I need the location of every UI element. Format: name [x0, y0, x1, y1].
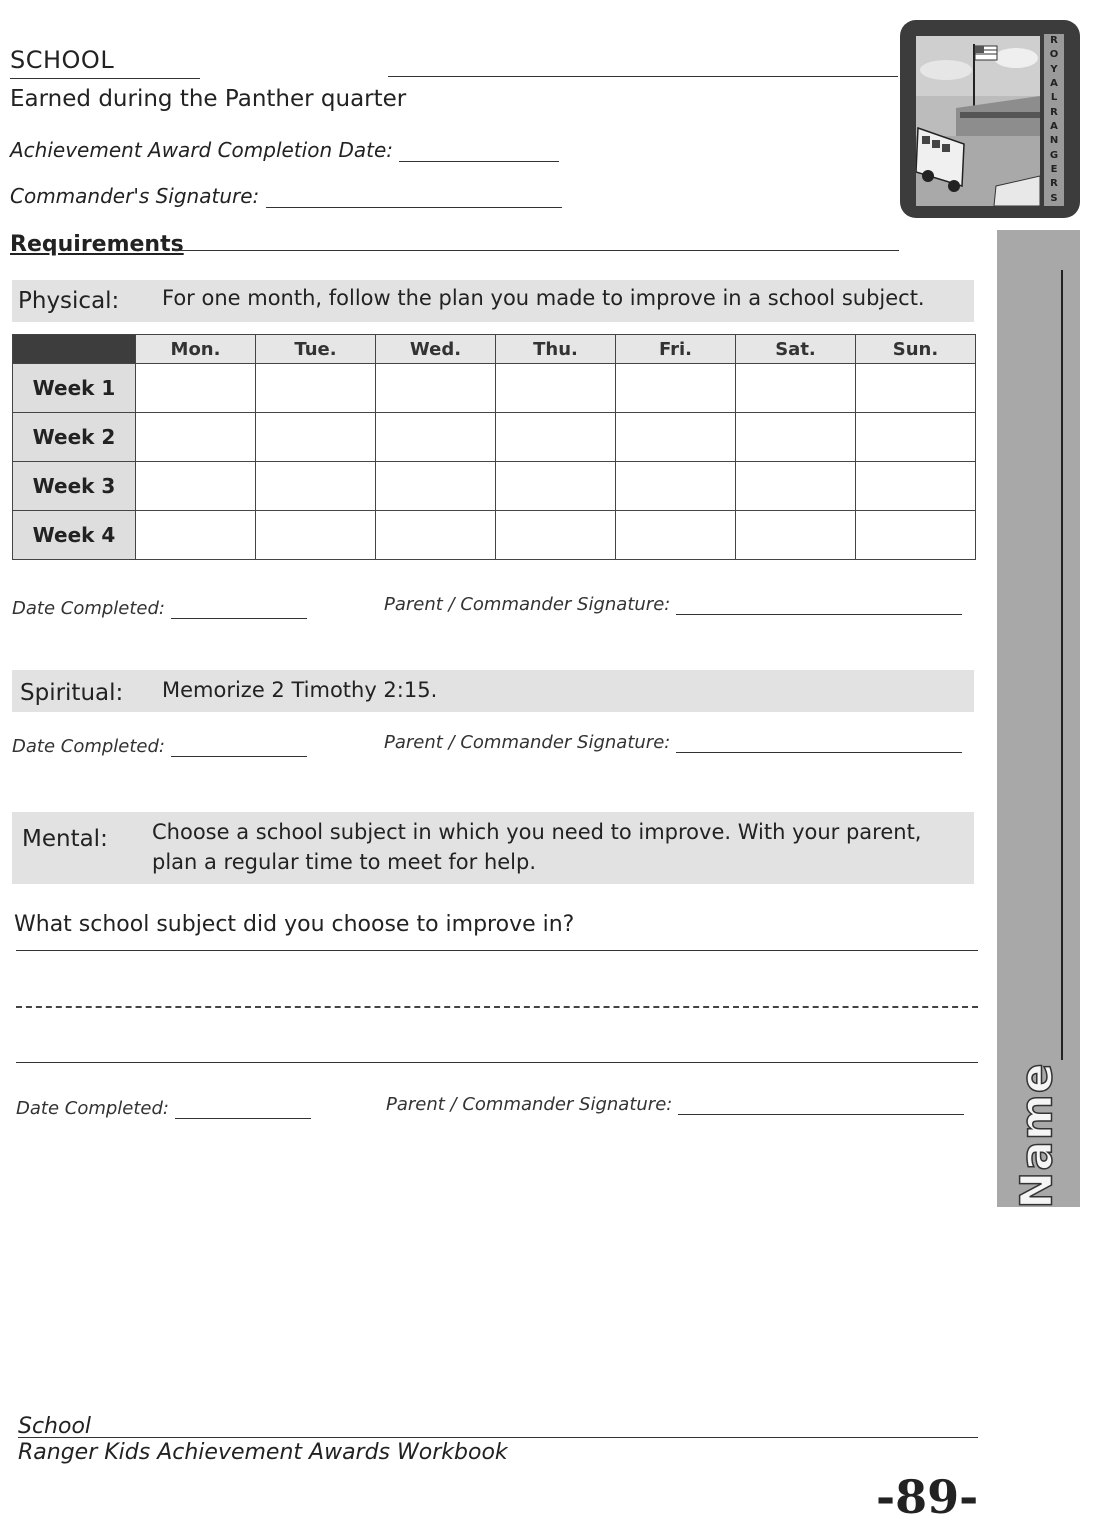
royal-rangers-badge	[900, 20, 1080, 218]
mental-label: Mental:	[22, 826, 108, 852]
day-header: Sun.	[856, 335, 976, 364]
mental-signature-field[interactable]	[678, 1098, 964, 1115]
requirements-heading: Requirements	[10, 232, 184, 257]
spiritual-signature-row	[384, 732, 962, 753]
week-label: Week 2	[13, 413, 136, 462]
schedule-cell[interactable]	[616, 462, 736, 511]
schedule-cell[interactable]	[376, 364, 496, 413]
commander-signature-row	[10, 184, 562, 208]
commander-signature-label: Commander's Signature:	[10, 184, 260, 208]
physical-date-field[interactable]	[171, 602, 307, 619]
day-header: Mon.	[136, 335, 256, 364]
mental-signature-row	[386, 1094, 964, 1115]
table-row	[13, 462, 976, 511]
date-completed-label: Date Completed:	[12, 736, 165, 757]
day-header: Wed.	[376, 335, 496, 364]
schedule-cell[interactable]	[376, 511, 496, 560]
table-row	[13, 511, 976, 560]
page-title: SCHOOL	[10, 46, 115, 74]
physical-signature-row	[384, 594, 962, 615]
schedule-cell[interactable]	[136, 511, 256, 560]
answer-line-2[interactable]	[16, 1062, 978, 1063]
table-row	[13, 364, 976, 413]
requirements-rule	[172, 250, 899, 251]
schedule-cell[interactable]	[496, 511, 616, 560]
school-scene-image	[916, 36, 1040, 206]
commander-signature-field[interactable]	[266, 189, 562, 208]
mental-date-row	[16, 1098, 311, 1119]
title-underline	[10, 78, 200, 79]
subject-question: What school subject did you choose to improve in?	[14, 912, 575, 937]
schedule-cell[interactable]	[256, 364, 376, 413]
date-completed-label: Date Completed:	[12, 598, 165, 619]
schedule-cell[interactable]	[496, 364, 616, 413]
parent-signature-label: Parent / Commander Signature:	[386, 1094, 673, 1115]
spiritual-date-row	[12, 736, 307, 757]
spiritual-label: Spiritual:	[20, 680, 124, 706]
week-label: Week 3	[13, 462, 136, 511]
footer-book-title: Ranger Kids Achievement Awards Workbook	[18, 1440, 508, 1465]
physical-text: For one month, follow the plan you made to improve in a school subject.	[162, 286, 925, 310]
schedule-cell[interactable]	[736, 511, 856, 560]
parent-signature-label: Parent / Commander Signature:	[384, 732, 671, 753]
table-header-row	[13, 335, 976, 364]
physical-label: Physical:	[18, 288, 120, 314]
royal-rangers-lettering: R O Y A L R A N G E R S	[1044, 34, 1064, 206]
table-corner-cell	[13, 335, 136, 364]
schedule-cell[interactable]	[736, 364, 856, 413]
completion-date-field[interactable]	[399, 143, 559, 162]
day-header: Thu.	[496, 335, 616, 364]
schedule-cell[interactable]	[256, 511, 376, 560]
mental-text-line1: Choose a school subject in which you need to improve. With your parent,	[152, 820, 922, 844]
physical-signature-field[interactable]	[676, 598, 962, 615]
schedule-cell[interactable]	[376, 462, 496, 511]
page-number: -89-	[876, 1470, 979, 1524]
schedule-cell[interactable]	[136, 462, 256, 511]
date-completed-label: Date Completed:	[16, 1098, 169, 1119]
week-label: Week 1	[13, 364, 136, 413]
page-subtitle: Earned during the Panther quarter	[10, 86, 407, 112]
schedule-cell[interactable]	[736, 413, 856, 462]
spiritual-date-field[interactable]	[171, 740, 307, 757]
day-header: Sat.	[736, 335, 856, 364]
parent-signature-label: Parent / Commander Signature:	[384, 594, 671, 615]
weekly-schedule-table	[12, 334, 976, 560]
day-header: Tue.	[256, 335, 376, 364]
schedule-cell[interactable]	[496, 413, 616, 462]
spiritual-signature-field[interactable]	[676, 736, 962, 753]
schedule-cell[interactable]	[856, 364, 976, 413]
physical-section	[12, 280, 974, 322]
footer-section-name: School	[18, 1414, 92, 1439]
schedule-cell[interactable]	[616, 413, 736, 462]
name-sidebar	[997, 230, 1080, 1207]
schedule-cell[interactable]	[736, 462, 856, 511]
completion-date-row	[10, 138, 559, 162]
title-rule	[388, 76, 898, 77]
mental-text-line2: plan a regular time to meet for help.	[152, 850, 537, 874]
school-bus-illustration	[916, 36, 1040, 206]
schedule-cell[interactable]	[496, 462, 616, 511]
schedule-cell[interactable]	[856, 511, 976, 560]
schedule-cell[interactable]	[856, 462, 976, 511]
mental-date-field[interactable]	[175, 1102, 311, 1119]
answer-line-1[interactable]	[16, 950, 978, 951]
answer-dashed-line[interactable]	[16, 1006, 978, 1008]
name-label: Name	[1011, 1062, 1063, 1209]
table-row	[13, 413, 976, 462]
day-header: Fri.	[616, 335, 736, 364]
schedule-cell[interactable]	[616, 364, 736, 413]
schedule-cell[interactable]	[256, 462, 376, 511]
schedule-cell[interactable]	[136, 364, 256, 413]
spiritual-section	[12, 670, 974, 712]
physical-date-row	[12, 598, 307, 619]
schedule-cell[interactable]	[616, 511, 736, 560]
mental-section	[12, 812, 974, 884]
footer-rule	[18, 1437, 978, 1438]
schedule-cell[interactable]	[856, 413, 976, 462]
schedule-cell[interactable]	[256, 413, 376, 462]
name-write-line[interactable]	[1061, 270, 1063, 1060]
completion-date-label: Achievement Award Completion Date:	[10, 138, 394, 162]
schedule-cell[interactable]	[376, 413, 496, 462]
schedule-cell[interactable]	[136, 413, 256, 462]
week-label: Week 4	[13, 511, 136, 560]
spiritual-text: Memorize 2 Timothy 2:15.	[162, 678, 438, 702]
